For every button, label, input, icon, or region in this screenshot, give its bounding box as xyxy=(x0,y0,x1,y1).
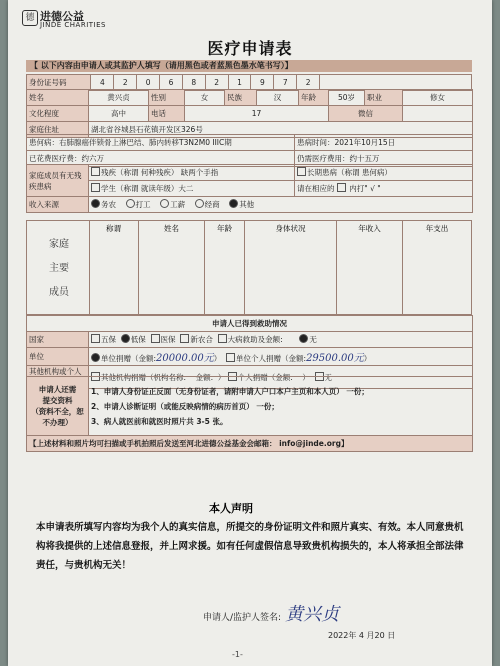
check-mark-note: 内打" √ " xyxy=(349,184,381,193)
family-members-label xyxy=(27,221,90,314)
phone-label: 电话 xyxy=(149,106,185,122)
income-option: 经商 xyxy=(204,200,220,209)
edu-value: 高中 xyxy=(89,106,149,122)
income-other-radio[interactable] xyxy=(229,199,238,208)
ethnic-value: 汉 xyxy=(257,90,299,106)
docs-list xyxy=(89,377,473,436)
country-none-radio[interactable] xyxy=(299,334,308,343)
country-label: 国家 xyxy=(27,332,89,348)
aid-heading: 申请人已得到救助情况 xyxy=(27,316,473,332)
student-checkbox[interactable] xyxy=(91,183,100,192)
xinnonghe-checkbox[interactable] xyxy=(180,334,189,343)
email-note: 【上述材料和照片均可扫描或手机拍照后发送至河北进德公益基金会邮箱： info@jinde.org】 xyxy=(27,436,473,452)
income-salary-radio[interactable] xyxy=(160,199,169,208)
addr-label: 家庭住址 xyxy=(27,122,89,138)
longterm-checkbox[interactable] xyxy=(297,167,306,176)
logo-english: JINDE CHARITIES xyxy=(40,21,106,29)
sign-date: 2022年 4 月20 日 xyxy=(328,631,396,640)
wubao-checkbox[interactable] xyxy=(91,334,100,343)
income-work-radio[interactable] xyxy=(126,199,135,208)
unit-donation-radio[interactable] xyxy=(91,353,100,362)
yibao-checkbox[interactable] xyxy=(151,334,160,343)
income-label: 收入来源 xyxy=(27,197,89,213)
job-value: 修女 xyxy=(403,90,473,106)
disabled-checkbox[interactable] xyxy=(91,167,100,176)
illness-table xyxy=(26,134,473,167)
other-option: 个人捐赠（金额: xyxy=(237,372,293,382)
unit-option: 单位捐赠（金额: xyxy=(101,354,157,363)
fam-col-age: 年龄 xyxy=(205,221,245,314)
fam-side-text: 成员 xyxy=(49,287,69,298)
logo-mark-icon: 德 xyxy=(22,10,38,26)
id-digit: 2 xyxy=(205,75,228,91)
name-label: 姓名 xyxy=(27,90,89,106)
id-digit: 4 xyxy=(91,75,114,91)
onset-value: 2021年10月15日 xyxy=(334,138,396,147)
fam-col-income: 年收入 xyxy=(337,221,403,314)
other-label: 其他机构或个人 xyxy=(27,366,89,389)
country-option: 医保 xyxy=(160,335,176,344)
addr-value: 湖北省谷城县石花镇开发区326号 xyxy=(89,122,473,138)
logo-name: 进德公益 xyxy=(40,10,84,23)
dibao-radio[interactable] xyxy=(121,334,130,343)
fam-side-text: 主要 xyxy=(49,263,69,274)
jinde-logo xyxy=(22,8,142,32)
phone-value: 17 xyxy=(185,106,329,122)
spent-value: 约六万 xyxy=(81,154,104,163)
id-digit: 9 xyxy=(251,75,274,91)
wechat-value xyxy=(403,106,473,122)
statement-title: 本人声明 xyxy=(209,502,253,515)
fam-col-expense: 年支出 xyxy=(425,224,449,233)
page-number: -1- xyxy=(232,650,243,659)
income-business-radio[interactable] xyxy=(195,199,204,208)
fam-side-text: 家庭 xyxy=(49,239,69,250)
student-label: 学生（称谓 就读年级） xyxy=(101,184,179,193)
docs-label-line: 申请人还需 xyxy=(38,385,77,394)
income-option: 工薪 xyxy=(170,200,186,209)
income-table xyxy=(26,196,473,213)
id-digit: 8 xyxy=(182,75,205,91)
sex-value: 女 xyxy=(185,90,225,106)
id-digit: 1 xyxy=(228,75,251,91)
country-option: 大病救助及金额: xyxy=(227,335,283,344)
income-farming-radio[interactable] xyxy=(91,199,100,208)
doc-item: 1、申请人身份证正反面（无身份证者，请附申请人户口本户主页和本人页） 一份； xyxy=(91,386,369,396)
other-option: ） xyxy=(302,372,310,382)
none-label: 无 xyxy=(324,372,333,382)
other-option: ） xyxy=(217,372,226,382)
job-label: 职业 xyxy=(365,90,403,106)
id-digit: 2 xyxy=(297,75,320,91)
aid-table: 申请人已得到救助情况 国家 五保 低保 医保 新农合 大病救助及金额: 无 单位 单位捐赠（金额:20000.00元） 单位个人捐赠（金额:29500.00元） 其他机构或个人 其他机构捐赠（机构名称: 金额: ） 个人捐赠（金额: ） 无 xyxy=(26,315,473,389)
major-illness-checkbox[interactable] xyxy=(218,334,227,343)
docs-label-line: 不办理） xyxy=(42,418,73,427)
other-option: 其他机构捐赠（机构名称: xyxy=(101,372,187,382)
longterm-label: 长期患病（称谓 患何病） xyxy=(307,168,392,177)
doc-item: 2、申请人诊断证明（或能反映病情的病历首页） 一份； xyxy=(91,401,279,411)
signature: 黄兴贞 xyxy=(285,604,340,625)
income-option: 其他 xyxy=(239,200,255,209)
family-illness-table xyxy=(26,164,473,197)
ethnic-label: 民族 xyxy=(225,90,257,106)
unit-label: 单位 xyxy=(27,348,89,366)
family-members-table xyxy=(26,220,472,315)
disease-value: 右肺腺癌伴锁骨上淋巴结、肺内转移T3N2M0 IIIC期 xyxy=(59,138,232,147)
onset-label: 患病时间： xyxy=(297,138,335,147)
spent-label: 已花费医疗费： xyxy=(29,154,82,163)
id-digit: 2 xyxy=(114,75,137,91)
check-note: 请在相应的 xyxy=(297,184,335,193)
signature-label: 申请人/监护人签名: xyxy=(203,613,282,623)
application-sheet xyxy=(8,0,492,666)
country-option: 低保 xyxy=(130,335,146,344)
id-digit: 6 xyxy=(160,75,183,91)
unit-amount-2: 29500.00元 xyxy=(306,353,364,364)
instruction-band: 【 以下内容由申请人或其监护人填写（请用黑色或者蓝黑色墨水笔书写）】 xyxy=(26,60,472,72)
documents-table xyxy=(26,376,473,452)
docs-label-line: 提交资料 xyxy=(42,396,73,405)
name-value: 黄兴贞 xyxy=(89,90,149,106)
country-option: 五保 xyxy=(101,335,116,344)
page-title: 医疗申请表 xyxy=(207,39,293,58)
age-label: 年龄 xyxy=(299,90,329,106)
docs-label xyxy=(27,377,89,436)
family-illness-label: 家庭成员有无残疾患病 xyxy=(27,165,89,197)
student-value: 大二 xyxy=(178,184,194,193)
unit-option: 单位个人捐赠（金额: xyxy=(236,354,307,363)
statement-body: 本申请表所填写内容均为我个人的真实信息，所提交的身份证明文件和照片真实、有效。本人同意贵机构将我提供的上述信息登报，并上网求援。如有任何虚假信息导致贵机构损失的，本人将承担全部法律责任，与贵机构无关！ xyxy=(36,522,464,571)
unit-personal-checkbox[interactable] xyxy=(226,353,235,362)
signature-row xyxy=(203,600,339,626)
fam-col-relation: 称谓 xyxy=(89,221,139,314)
id-digit: 7 xyxy=(274,75,297,91)
disease-label: 患何病： xyxy=(29,138,59,147)
fam-col-health: 身体状况 xyxy=(245,221,337,314)
id-label: 身份证号码 xyxy=(27,75,91,91)
unit-amount-1: 20000.00元 xyxy=(156,353,214,364)
country-option: 新农合 xyxy=(190,335,213,344)
sex-label: 性别 xyxy=(149,90,185,106)
disabled-value: 缺两个手指 xyxy=(180,168,219,177)
wechat-label: 微信 xyxy=(329,106,403,122)
income-option: 务农 xyxy=(101,200,116,209)
disabled-label: 残疾（称谓 何种残疾） xyxy=(101,168,179,177)
need-label: 仍需医疗费用： xyxy=(297,154,350,163)
basic-info-table xyxy=(26,89,473,138)
edu-label: 文化程度 xyxy=(27,106,89,122)
other-option: 金额: xyxy=(195,372,214,382)
doc-item: 3、病人就医前和就医时照片共 3-5 张。 xyxy=(91,416,228,426)
docs-label-line: （资料不全，恕 xyxy=(31,407,84,416)
income-option: 打工 xyxy=(135,200,151,209)
fam-col-name: 姓名 xyxy=(139,221,205,314)
none-label: 无 xyxy=(309,335,317,344)
id-digit: 0 xyxy=(137,75,160,91)
need-value: 约十五万 xyxy=(349,154,380,163)
check-box-icon xyxy=(337,183,346,192)
age-value: 50岁 xyxy=(329,90,365,106)
